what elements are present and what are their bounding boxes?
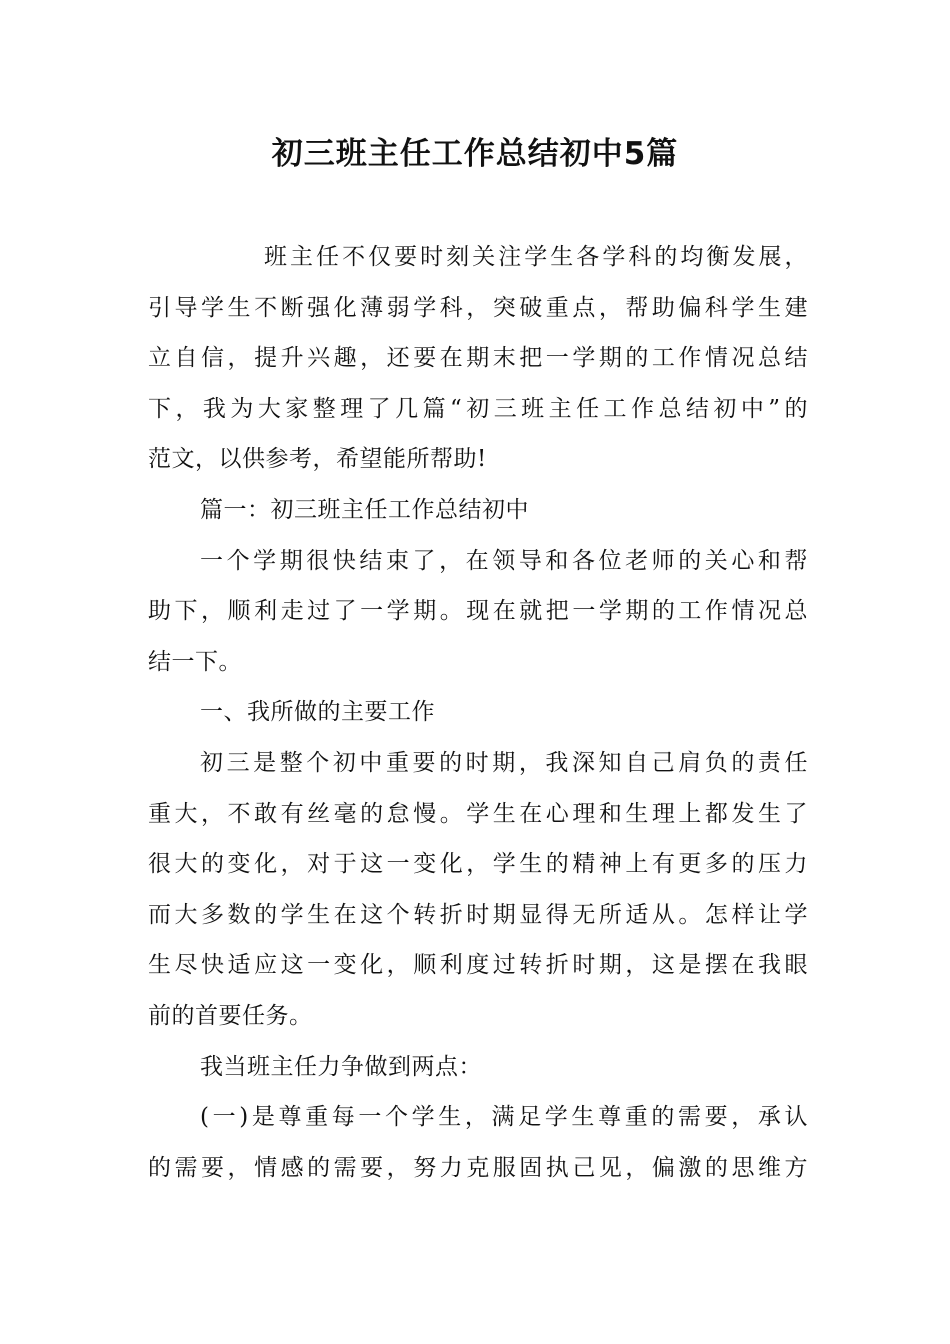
text-line: (一)是尊重每一个学生，满足学生尊重的需要，承认 (200, 1104, 808, 1131)
document-title: 初三班主任工作总结初中5篇 (271, 136, 679, 172)
text-line: 而大多数的学生在这个转折时期显得无所适从。怎样让学 (148, 901, 808, 928)
text-line: 前的首要任务。 (148, 1002, 313, 1029)
text-line: 引导学生不断强化薄弱学科，突破重点，帮助偏科学生建 (148, 294, 808, 321)
document-body (148, 232, 808, 1193)
text-line: 范文，以供参考，希望能所帮助! (148, 446, 487, 473)
text-line: 很大的变化，对于这一变化，学生的精神上有更多的压力 (148, 851, 808, 878)
text-line: 一个学期很快结束了，在领导和各位老师的关心和帮 (200, 547, 808, 574)
text-line: 的需要，情感的需要，努力克服固执己见，偏激的思维方 (148, 1154, 808, 1181)
text-line: 我当班主任力争做到两点： (200, 1053, 482, 1080)
text-line: 班主任不仅要时刻关注学生各学科的均衡发展， (264, 244, 808, 270)
text-line: 助下，顺利走过了一学期。现在就把一学期的工作情况总 (148, 598, 808, 625)
text-line: 初三是整个初中重要的时期，我深知自己肩负的责任 (200, 749, 808, 776)
subsection-heading: 一、我所做的主要工作 (200, 699, 435, 726)
section-heading: 篇一：初三班主任工作总结初中 (200, 496, 529, 523)
text-line: 立自信，提升兴趣，还要在期末把一学期的工作情况总结 (148, 345, 808, 372)
text-line: 生尽快适应这一变化，顺利度过转折时期，这是摆在我眼 (148, 952, 808, 979)
text-line: 重大，不敢有丝毫的怠慢。学生在心理和生理上都发生了 (148, 800, 808, 827)
text-line: 结一下。 (148, 648, 242, 675)
text-line: 下，我为大家整理了几篇“初三班主任工作总结初中”的 (148, 395, 808, 422)
